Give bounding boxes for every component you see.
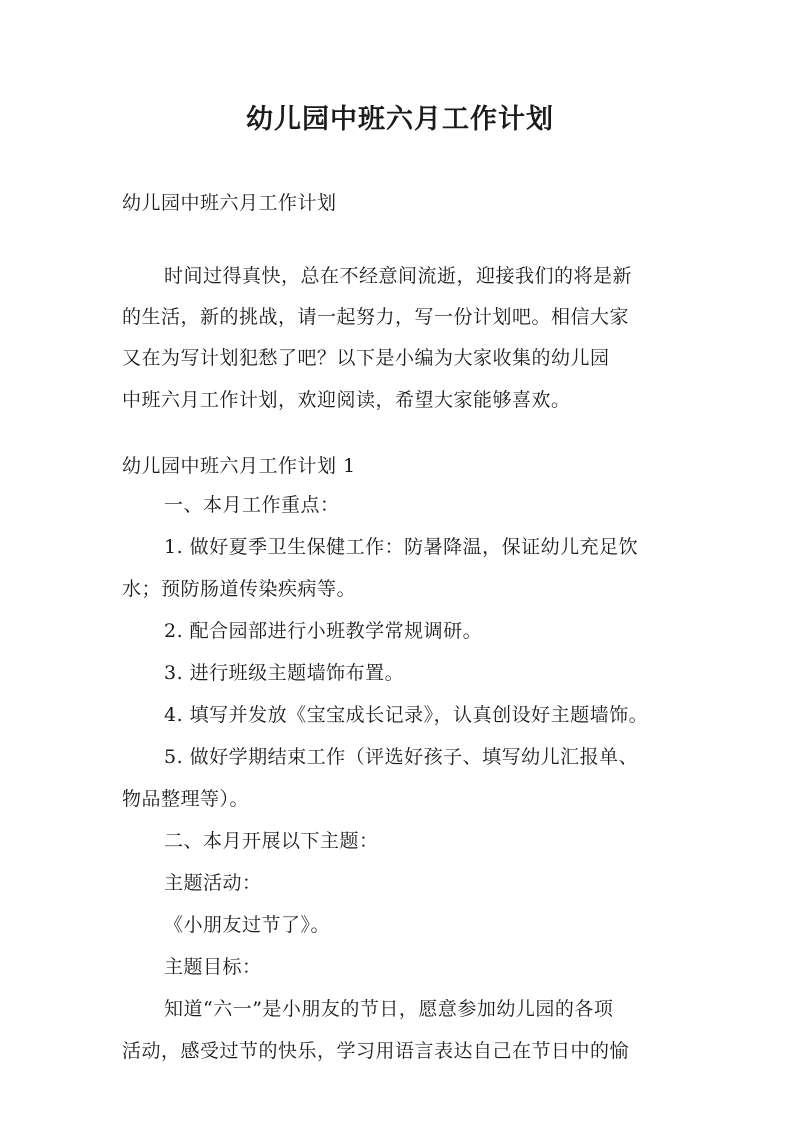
body-line: 2. 配合园部进行小班教学常规调研。: [164, 620, 483, 642]
intro-line: 又在为写计划犯愁了吧？以下是小编为大家收集的幼儿园: [122, 347, 610, 369]
intro-line: 中班六月工作计划，欢迎阅读，希望大家能够喜欢。: [122, 389, 571, 411]
intro-line: 时间过得真快，总在不经意间流逝，迎接我们的将是新: [164, 265, 633, 287]
body-line: 3. 进行班级主题墙饰布置。: [164, 662, 405, 684]
body-line: 知道“六一”是小朋友的节日，愿意参加幼儿园的各项: [164, 998, 614, 1020]
body-line: 《小朋友过节了》。: [164, 914, 331, 936]
body-line: 水；预防肠道传染疾病等。: [122, 578, 357, 600]
body-line: 一、本月工作重点：: [164, 494, 340, 516]
document-subtitle: 幼儿园中班六月工作计划: [122, 192, 337, 214]
intro-line: 的生活，新的挑战，请一起努力，写一份计划吧。相信大家: [122, 306, 630, 328]
section-heading: 幼儿园中班六月工作计划 1: [122, 455, 356, 477]
document-title: 幼儿园中班六月工作计划: [246, 104, 554, 135]
body-line: 1. 做好夏季卫生保健工作：防暑降温，保证幼儿充足饮: [164, 536, 639, 558]
body-line: 主题活动：: [164, 872, 262, 894]
body-line: 主题目标：: [164, 956, 262, 978]
body-line: 5. 做好学期结束工作（评选好孩子、填写幼儿汇报单、: [164, 746, 639, 768]
body-line: 二、本月开展以下主题：: [164, 830, 379, 852]
body-line: 活动，感受过节的快乐，学习用语言表达自己在节日中的愉: [122, 1040, 630, 1062]
plan-body: [122, 484, 648, 1072]
body-line: 4. 填写并发放《宝宝成长记录》，认真创设好主题墙饰。: [164, 704, 649, 726]
body-line: 物品整理等）。: [122, 788, 250, 810]
